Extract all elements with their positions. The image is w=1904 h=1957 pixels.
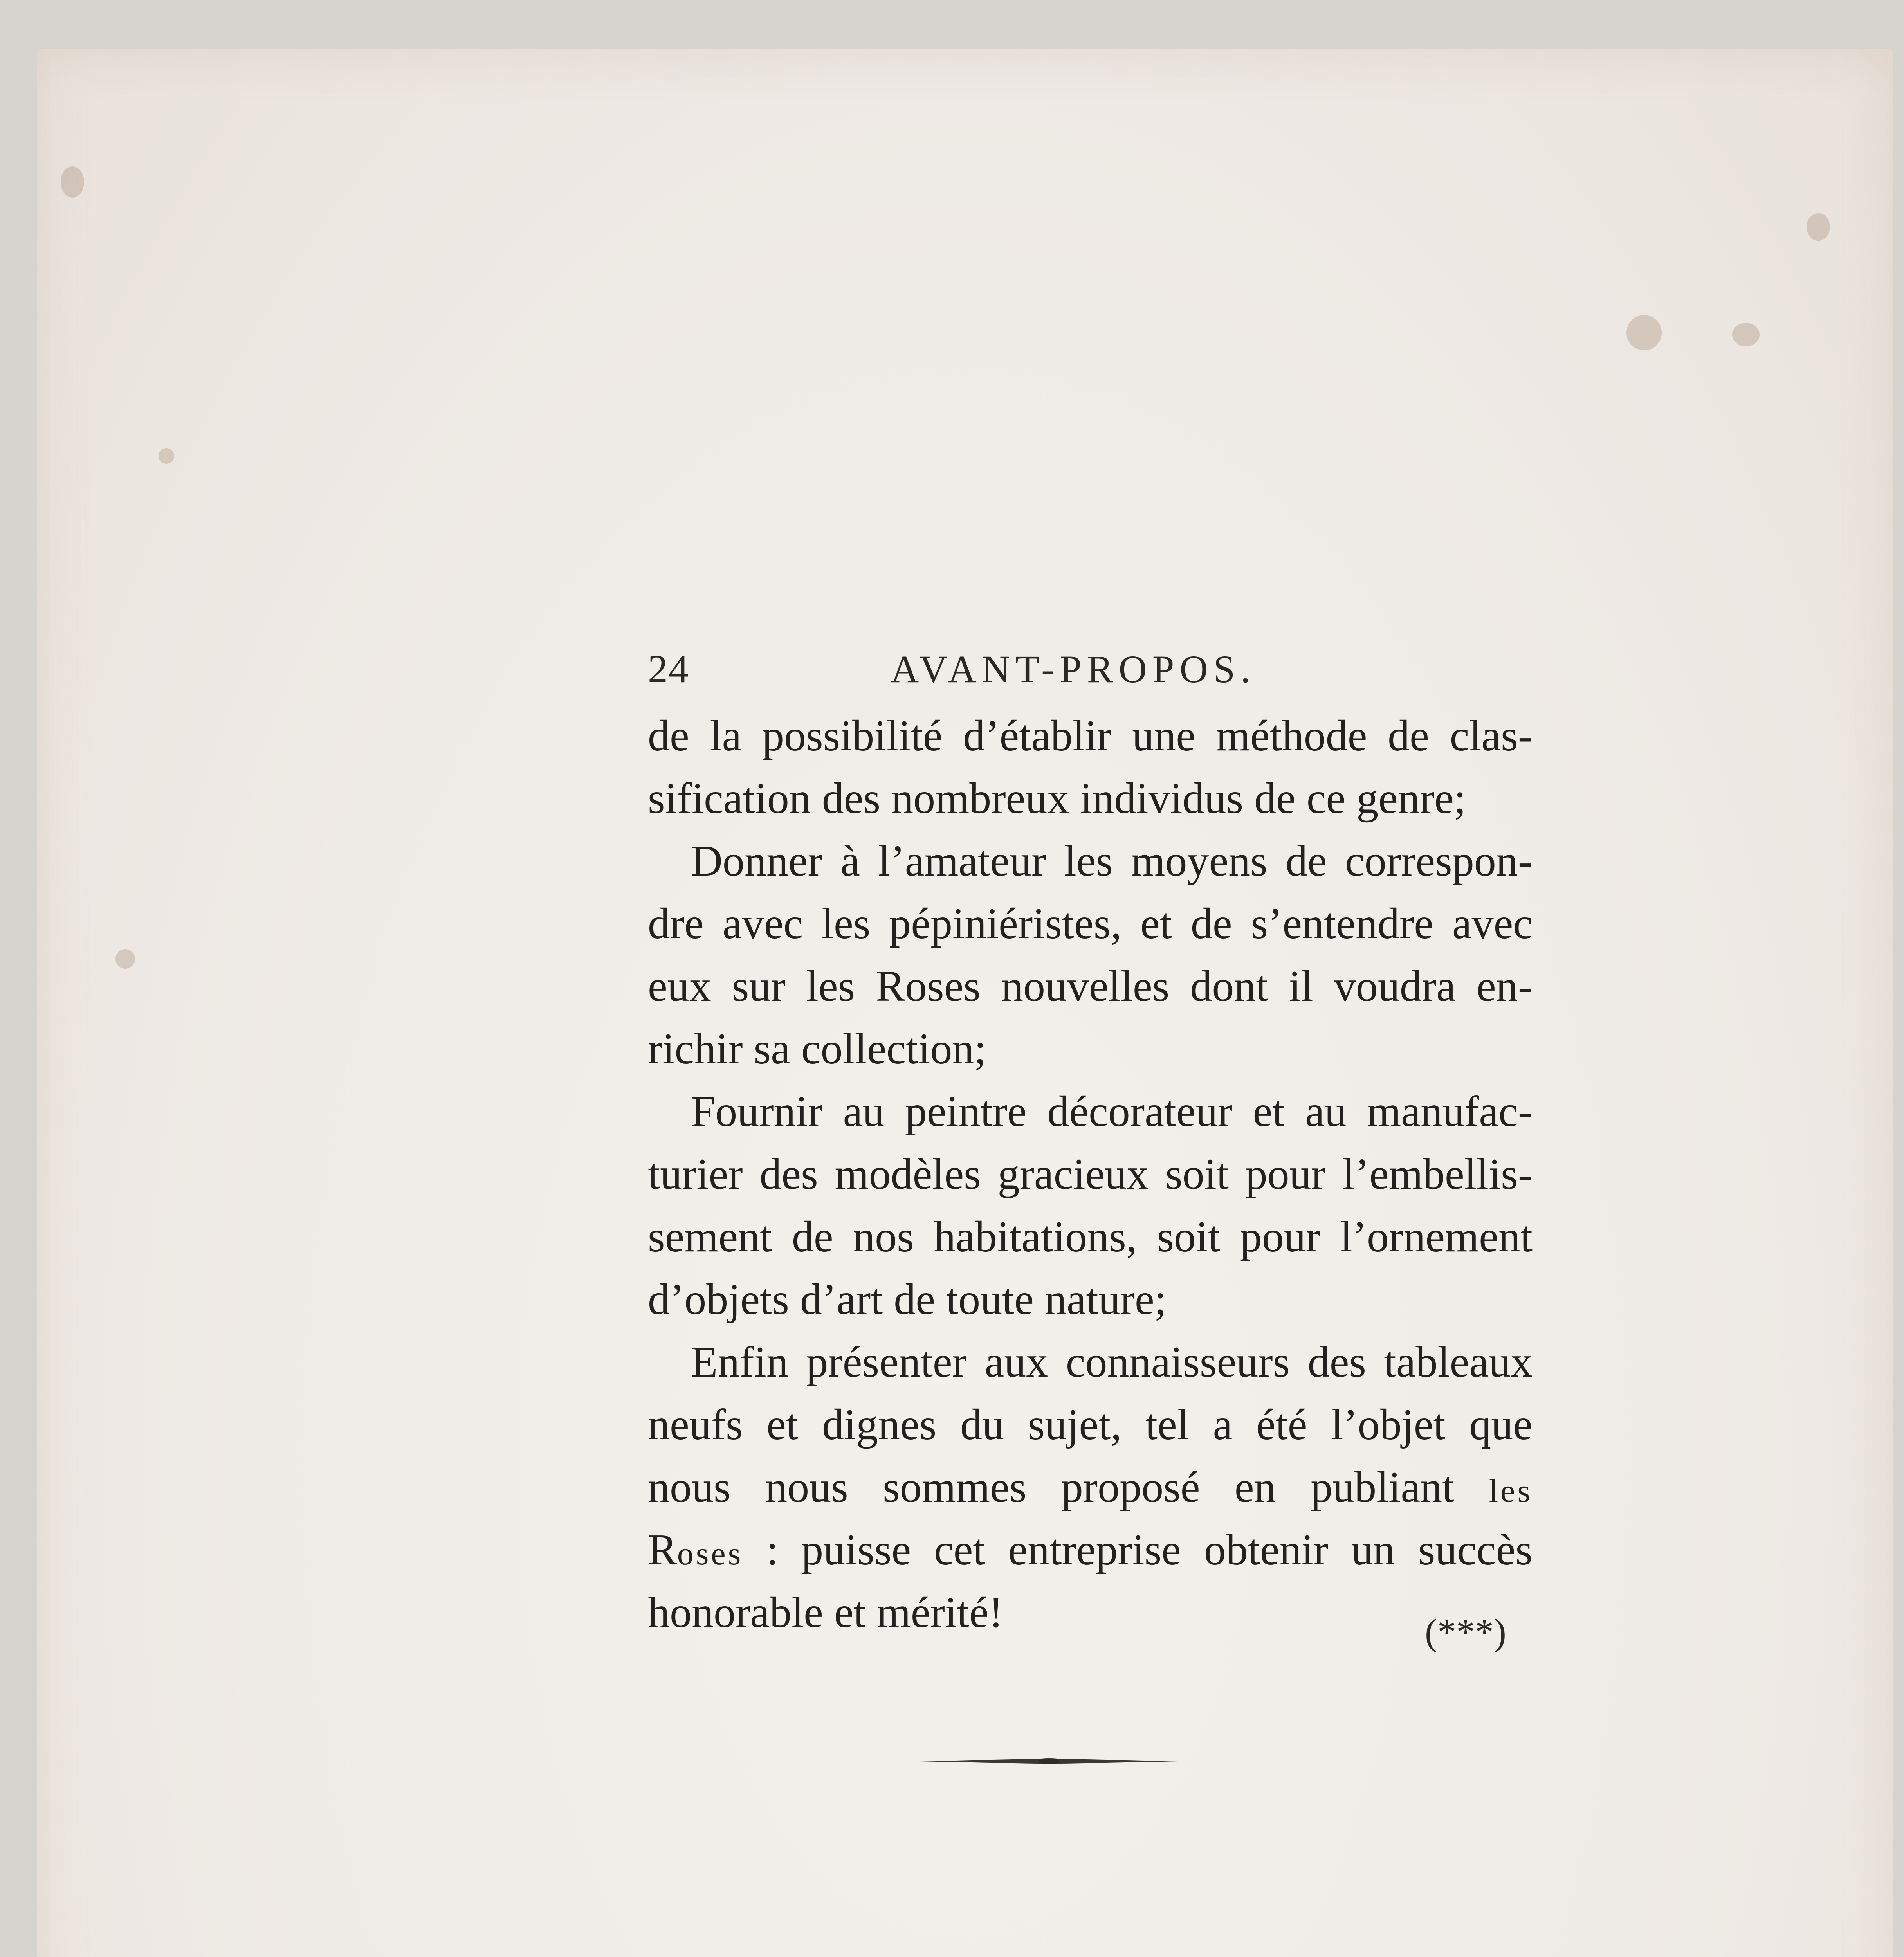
- text-line: dre avec les pépiniéristes, et de s’entendre avec: [648, 899, 1533, 948]
- foxing-spot: [1626, 315, 1662, 350]
- foxing-spot: [159, 448, 174, 464]
- text-line: [648, 1519, 1533, 1581]
- text-line: neufs et dignes du sujet, tel a été l’objet que: [648, 1400, 1533, 1449]
- running-head: AVANT-PROPOS.: [891, 647, 1256, 691]
- text-line: richir sa collection;: [648, 1025, 986, 1073]
- author-signature: (***): [1425, 1611, 1506, 1653]
- text-line: [648, 1456, 1533, 1519]
- text-line: de la possibilité d’établir une méthode de clas-: [648, 712, 1533, 760]
- page-number: 24: [648, 647, 689, 691]
- text-line: Donner à l’amateur les moyens de correspon-: [691, 837, 1533, 885]
- roses-initial: R: [648, 1526, 677, 1574]
- text-line: d’objets d’art de toute nature;: [648, 1275, 1167, 1324]
- foxing-spot: [1807, 213, 1830, 241]
- text-line: sement de nos habitations, soit pour l’ornement: [648, 1213, 1533, 1261]
- foxing-spot: [61, 166, 84, 198]
- text-segment: : puisse cet entreprise obtenir un succès: [766, 1526, 1533, 1574]
- roses-small-caps: oses: [677, 1535, 743, 1572]
- text-line: turier des modèles gracieux soit pour l’embellis-: [648, 1150, 1533, 1198]
- text-line: Enfin présenter aux connaisseurs des tableaux: [691, 1338, 1533, 1386]
- foxing-spot: [115, 949, 135, 969]
- page-header: [648, 642, 1533, 697]
- tailpiece-ornament: [920, 1750, 1178, 1773]
- small-caps-les: les: [1489, 1473, 1533, 1509]
- text-line: Fournir au peintre décorateur et au manufac-: [691, 1087, 1533, 1136]
- body-text: [648, 705, 1533, 1644]
- text-line: eux sur les Roses nouvelles dont il voudra en-: [648, 962, 1533, 1011]
- text-segment: nous nous sommes proposé en publiant: [648, 1463, 1455, 1512]
- text-line: sification des nombreux individus de ce genre;: [648, 774, 1466, 823]
- text-line: honorable et mérité!: [648, 1588, 1004, 1637]
- foxing-spot: [1732, 323, 1760, 346]
